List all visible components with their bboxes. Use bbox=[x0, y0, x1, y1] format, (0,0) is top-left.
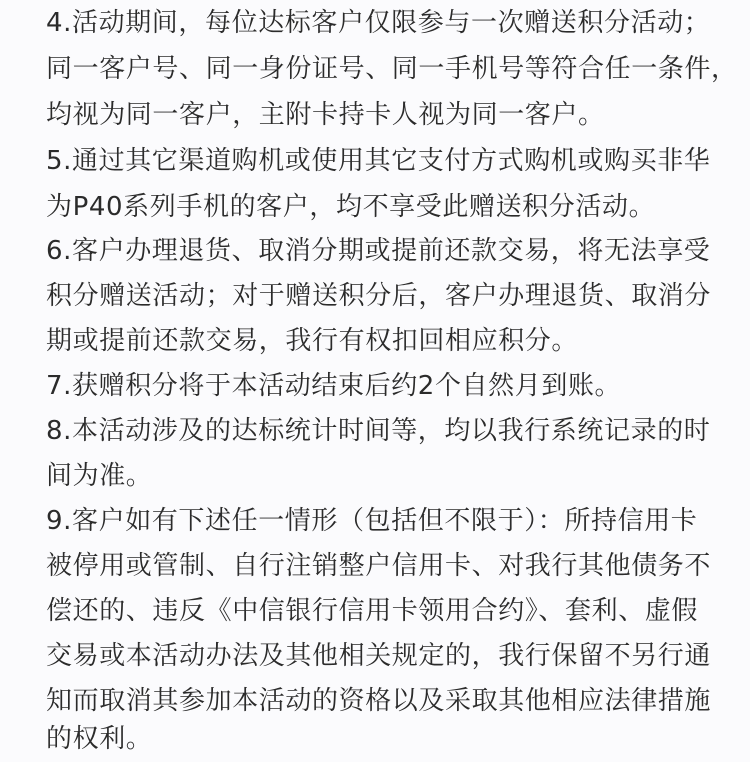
terms-line: 4.活动期间，每位达标客户仅限参与一次赠送积分活动； bbox=[46, 8, 711, 38]
terms-line: 7.获赠积分将于本活动结束后约2个自然月到账。 bbox=[46, 371, 622, 401]
terms-line: 6.客户办理退货、取消分期或提前还款交易，将无法享受 bbox=[46, 236, 711, 266]
terms-line: 为P40系列手机的客户，均不享受此赠送积分活动。 bbox=[46, 192, 656, 222]
terms-line: 积分赠送活动；对于赠送积分后，客户办理退货、取消分 bbox=[46, 281, 712, 311]
terms-line: 同一客户号、同一身份证号、同一手机号等符合任一条件， bbox=[46, 54, 738, 84]
terms-line: 5.通过其它渠道购机或使用其它支付方式购机或购买非华 bbox=[46, 146, 711, 176]
terms-line: 的权利。 bbox=[46, 724, 153, 754]
terms-line: 交易或本活动办法及其他相关规定的，我行保留不另行通 bbox=[46, 641, 712, 671]
terms-line: 知而取消其参加本活动的资格以及采取其他相应法律措施 bbox=[46, 686, 712, 716]
terms-line: 被停用或管制、自行注销整户信用卡、对我行其他债务不 bbox=[46, 551, 712, 581]
terms-line: 期或提前还款交易，我行有权扣回相应积分。 bbox=[46, 326, 579, 356]
terms-line: 均视为同一客户，主附卡持卡人视为同一客户。 bbox=[46, 100, 605, 130]
terms-line: 8.本活动涉及的达标统计时间等，均以我行系统记录的时 bbox=[46, 416, 711, 446]
terms-line: 间为准。 bbox=[46, 461, 153, 491]
terms-line: 偿还的、违反《中信银行信用卡领用合约》、套利、虚假 bbox=[46, 596, 699, 626]
terms-line: 9.客户如有下述任一情形（包括但不限于）：所持信用卡 bbox=[46, 506, 698, 536]
